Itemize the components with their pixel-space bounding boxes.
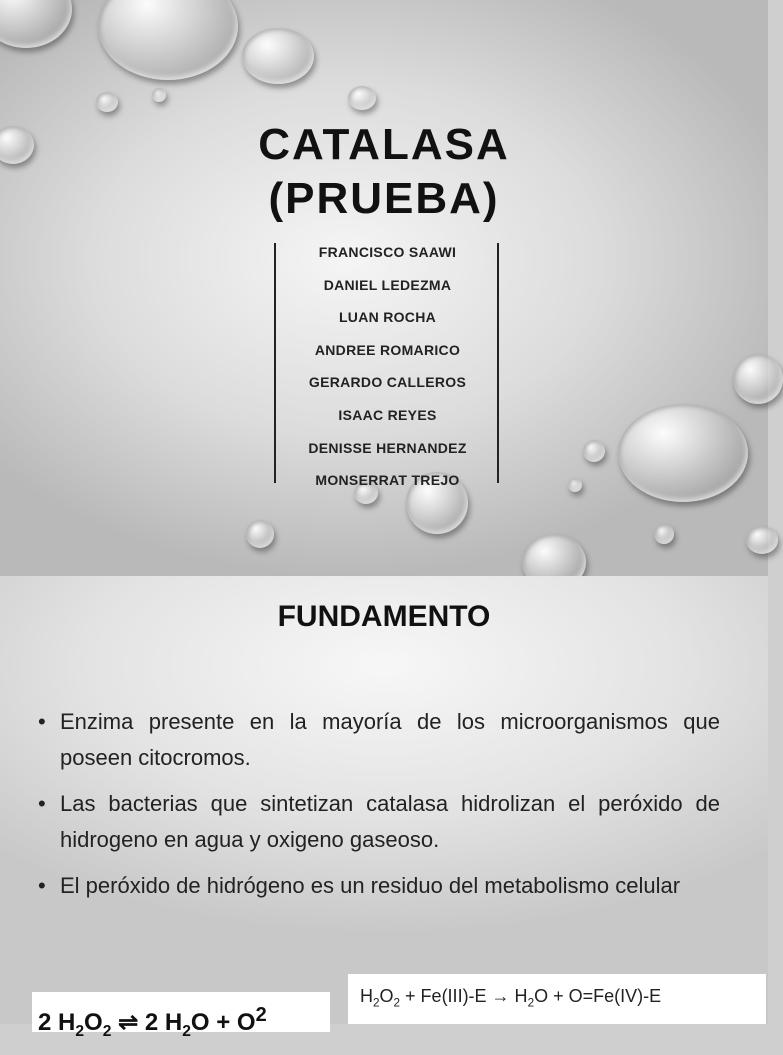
author-name: DANIEL LEDEZMA (323, 276, 452, 293)
divider-right (497, 243, 499, 483)
bullet-item: • Enzima presente en la mayoría de los microorganismos que poseen citocromos. (38, 704, 720, 776)
bullet-item: • El peróxido de hidrógeno es un residuo del metabolismo celular (38, 868, 720, 904)
water-drop (96, 92, 118, 112)
eq-sub: 2 (527, 996, 535, 1010)
water-drop (348, 86, 376, 110)
divider-left (274, 243, 276, 483)
eq-text: O (379, 986, 394, 1006)
water-drop (746, 526, 778, 554)
eq-sub: 2 (373, 996, 380, 1010)
slide-title: FUNDAMENTO (277, 600, 491, 633)
eq-text: O + O (190, 1009, 256, 1036)
eq-sub: 2 (102, 1022, 112, 1040)
title-line: (PRUEBA) (268, 174, 500, 223)
title-line: CATALASA (258, 120, 510, 169)
eq-sub: 2 (393, 996, 401, 1010)
eq-sub: 2 (182, 1022, 191, 1040)
eq-text: ⇌ 2 H (111, 1009, 183, 1036)
author-name: GERARDO CALLEROS (308, 374, 467, 391)
water-drop (654, 524, 674, 544)
slide-title (200, 118, 568, 226)
author-name: ANDREE ROMARICO (314, 341, 461, 358)
water-drop (583, 440, 605, 462)
water-drop (98, 0, 238, 80)
eq-text: H (360, 986, 373, 1006)
water-drop (618, 404, 748, 502)
bullet-list (38, 704, 720, 914)
water-drop (246, 520, 274, 548)
water-drop (152, 88, 166, 102)
eq-text: O (84, 1009, 103, 1036)
water-drop (733, 354, 783, 404)
water-drop (568, 478, 582, 492)
author-name: LUAN ROCHA (338, 309, 437, 326)
author-name: ISAAC REYES (338, 406, 437, 423)
eq-text: O + O=Fe(IV)-E (534, 986, 662, 1006)
author-name: DENISSE HERNANDEZ (308, 439, 467, 456)
bullet-item: • Las bacterias que sintetizan catalasa hidrolizan el peróxido de hidrogeno en agua y oxigeno gaseoso. (38, 786, 720, 858)
water-drop (0, 0, 72, 48)
water-drop (0, 126, 34, 164)
eq-sub: 2 (75, 1022, 85, 1040)
eq-text: + Fe(III)-E → H (400, 986, 528, 1006)
author-list (280, 236, 495, 497)
author-name: MONSERRAT TREJO (315, 472, 460, 489)
author-name: FRANCISCO SAAWI (318, 244, 457, 260)
eq-text: 2 H (38, 1009, 76, 1036)
content-slide (0, 576, 768, 1040)
water-drop (242, 28, 314, 84)
equation-reaction (348, 974, 766, 1024)
eq-sup: 2 (255, 1004, 267, 1026)
equation-decomposition (32, 992, 330, 1040)
